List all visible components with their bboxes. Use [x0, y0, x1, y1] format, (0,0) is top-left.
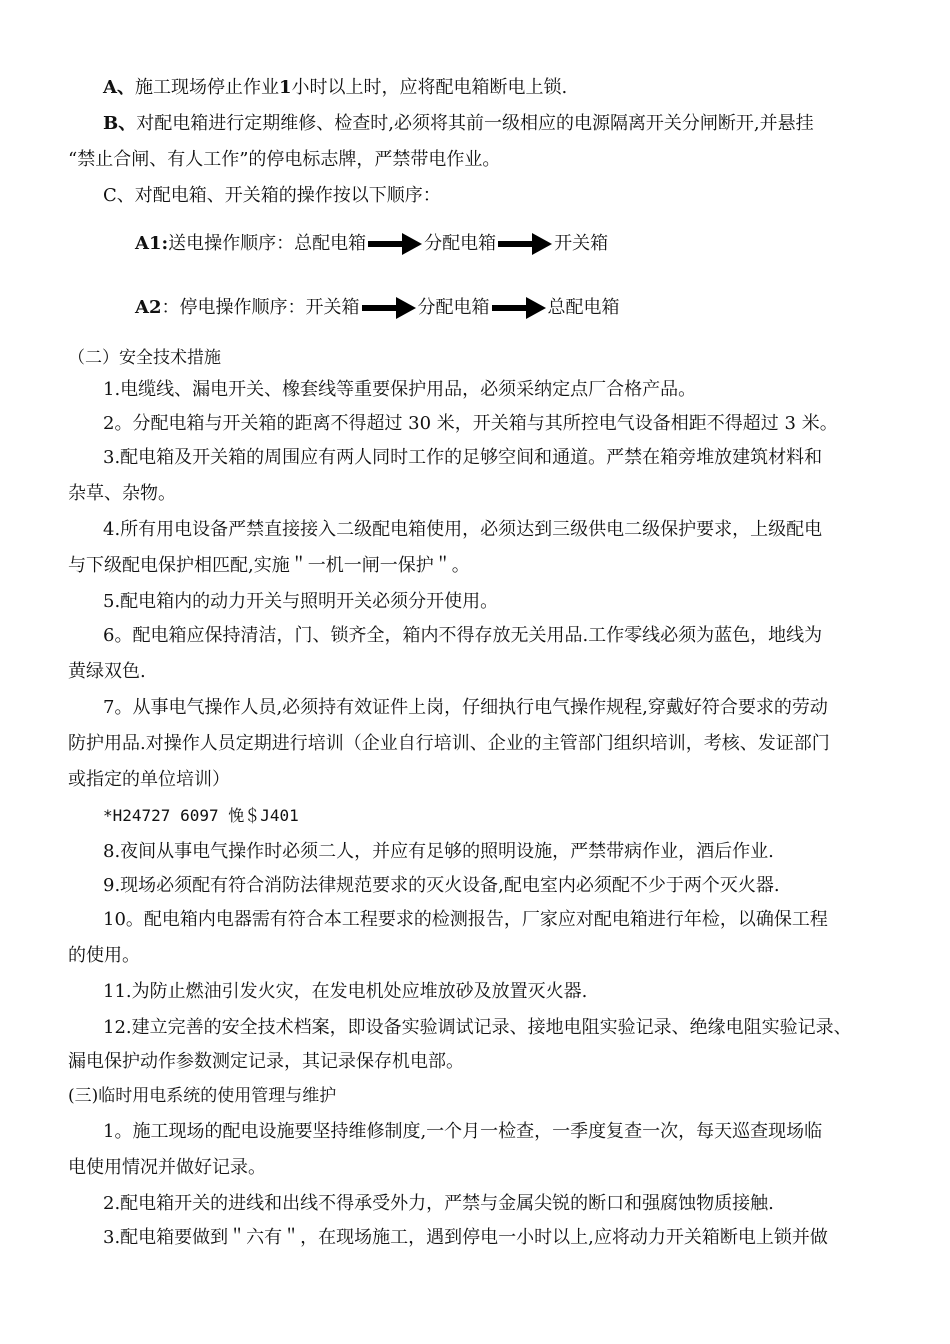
power-on-label: A1: — [135, 233, 169, 254]
list-item: 2.配电箱开关的进线和出线不得承受外力，严禁与金属尖锐的断口和强腐蚀物质接触. — [103, 1193, 774, 1214]
item-a-text: 施工现场停止作业 — [134, 77, 279, 98]
list-item-continuation: 杂草、杂物。 — [68, 483, 176, 504]
list-item-continuation: 电使用情况并做好记录。 — [68, 1157, 266, 1178]
power-on-step-1: 总配电箱 — [294, 233, 367, 254]
list-item: 1。施工现场的配电设施要坚持维修制度,一个月一检查，一季度复查一次，每天巡查现场临 — [103, 1121, 823, 1142]
list-item: 9.现场必须配有符合消防法律规范要求的灭火设备,配电室内必须配不少于两个灭火器. — [103, 875, 780, 896]
item-b-line-2: “禁止合闸、有人工作”的停电标志牌，严禁带电作业。 — [68, 149, 501, 170]
power-off-prefix: ：停电操作顺序： — [161, 297, 306, 318]
list-item: 12.建立完善的安全技术档案，即设备实验调试记录、接地电阻实验记录、绝缘电阻实验记录、 — [103, 1017, 852, 1038]
item-b-label: B、 — [103, 113, 137, 134]
list-item: 1.电缆线、漏电开关、橡套线等重要保护用品，必须采纳定点厂合格产品。 — [103, 379, 697, 400]
list-item-continuation: 的使用。 — [68, 945, 140, 966]
list-item: 3.配电箱及开关箱的周围应有两人同时工作的足够空间和通道。严禁在箱旁堆放建筑材料和 — [103, 447, 823, 468]
garbled-code-line: *H24727 6097 悗＄J401 — [103, 806, 299, 825]
list-item: 11.为防止燃油引发火灾，在发电机处应堆放砂及放置灭火器. — [103, 981, 588, 1002]
list-item-continuation: 防护用品.对操作人员定期进行培训（企业自行培训、企业的主管部门组织培训，考核、发证部门 — [68, 733, 830, 754]
list-item: 2。分配电箱与开关箱的距离不得超过 30 米，开关箱与其所控电气设备相距不得超过 3 米。 — [103, 413, 838, 434]
list-item-continuation: 或指定的单位培训） — [68, 769, 230, 790]
right-arrow-icon — [498, 233, 552, 255]
list-item-continuation: 黄绿双色. — [68, 661, 146, 682]
item-b-text: 对配电箱进行定期维修、检查时,必须将其前一级相应的电源隔离开关分闸断开,并悬挂 — [136, 113, 814, 134]
item-a-number: 1 — [278, 77, 292, 98]
item-a-text-2: 小时以上时，应将配电箱断电上锁. — [291, 77, 568, 98]
list-item: 4.所有用电设备严禁直接接入二级配电箱使用，必须达到三级供电二级保护要求，上级配电 — [103, 519, 823, 540]
right-arrow-icon — [362, 297, 416, 319]
item-c: C、对配电箱、开关箱的操作按以下顺序： — [103, 185, 441, 206]
list-item: 6。配电箱应保持清洁，门、锁齐全，箱内不得存放无关用品.工作零线必须为蓝色，地线为 — [103, 625, 823, 646]
power-on-step-3: 开关箱 — [554, 233, 609, 254]
power-off-step-1: 开关箱 — [305, 297, 360, 318]
section-heading-2: （二）安全技术措施 — [68, 348, 221, 368]
list-item-continuation: 漏电保护动作参数测定记录，其记录保存机电部。 — [68, 1051, 464, 1072]
power-on-sequence — [135, 232, 608, 256]
right-arrow-icon — [492, 297, 546, 319]
list-item: 10。配电箱内电器需有符合本工程要求的检测报告，厂家应对配电箱进行年检，以确保工程 — [103, 909, 828, 930]
list-item: 7。从事电气操作人员,必须持有效证件上岗，仔细执行电气操作规程,穿戴好符合要求的劳动 — [103, 697, 828, 718]
right-arrow-icon — [368, 233, 422, 255]
list-item-continuation: 与下级配电保护相匹配,实施＂一机一闸一保护＂。 — [68, 555, 470, 576]
power-on-step-2: 分配电箱 — [424, 233, 497, 254]
list-item: 3.配电箱要做到＂六有＂，在现场施工，遇到停电一小时以上,应将动力开关箱断电上锁并做 — [103, 1227, 828, 1248]
power-off-step-3: 总配电箱 — [547, 297, 620, 318]
power-off-label: A2 — [135, 297, 162, 318]
list-item: 5.配电箱内的动力开关与照明开关必须分开使用。 — [103, 591, 499, 612]
power-off-step-2: 分配电箱 — [417, 297, 490, 318]
item-b-line-1 — [103, 112, 814, 136]
power-on-prefix: 送电操作顺序： — [168, 233, 295, 254]
section-heading-3: (三)临时用电系统的使用管理与维护 — [68, 1086, 337, 1106]
item-a-label: A、 — [103, 77, 135, 98]
list-item: 8.夜间从事电气操作时必须二人，并应有足够的照明设施，严禁带病作业，酒后作业. — [103, 841, 774, 862]
item-a — [103, 76, 567, 100]
power-off-sequence — [135, 296, 620, 320]
